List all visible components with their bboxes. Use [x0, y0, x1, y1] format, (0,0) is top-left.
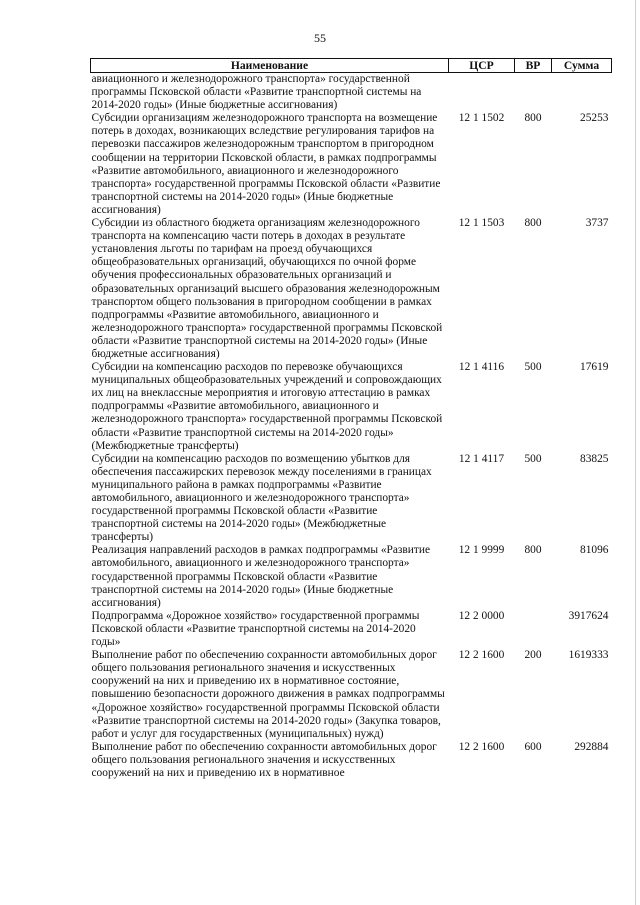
row-vr-cell: 800: [524, 217, 542, 230]
table-row: [91, 649, 612, 741]
row-name-cell: Подпрограмма «Дорожное хозяйство» государственной программы Псковской области «Развитие транспортной системы на 2014-2020 годы»: [91, 609, 420, 649]
budget-table-container: [90, 58, 611, 780]
row-vr-cell: 500: [524, 452, 542, 465]
row-sum-cell: 3917624: [568, 609, 609, 622]
row-name-cell: Выполнение работ по обеспечению сохранности автомобильных дорог общего пользования регионального значения и искусственных сооружений на них и приведению их в нормативное состояние, повышению безопасности дорожного движения в рамках подпрограммы «Дорожное хозяйство» государственной программы Псковской области «Развитие транспортной системы на 2014-2020 годы» (Закупка товаров, работ и услуг для государственных (муниципальных) нужд): [91, 649, 445, 740]
row-csr-cell: 12 1 1503: [458, 217, 505, 230]
table-row: [91, 73, 612, 113]
table-row: [91, 453, 612, 545]
header-sum: Сумма: [552, 59, 612, 73]
row-csr-cell: 12 2 1600: [458, 740, 505, 753]
row-csr-cell: 12 2 1600: [458, 649, 505, 662]
row-name-cell: Субсидии на компенсацию расходов по возмещению убытков для обеспечения пассажирских перевозок между поселениями в границах муниципального района в рамках подпрограммы «Развитие автомобильного, авиационного и железнодорожного транспорта» государственной программы Псковской области «Развитие транспортной системы на 2014-2020 годы» (Межбюджетные трансферты): [91, 452, 432, 544]
row-sum-cell: 3737: [585, 217, 609, 230]
row-vr-cell: 800: [524, 112, 542, 125]
row-csr-cell: 12 2 0000: [458, 609, 505, 622]
row-name-cell: Выполнение работ по обеспечению сохранности автомобильных дорог общего пользования регионального значения и искусственных сооружений на них и приведению их в нормативное: [91, 740, 437, 779]
table-row: [91, 217, 612, 361]
row-csr-cell: 12 1 1502: [458, 112, 505, 125]
row-name-cell: Субсидии на компенсацию расходов по перевозке обучающихся муниципальных общеобразовательных учреждений и сопровождающих их лиц на внеклассные мероприятия и итоговую аттестацию в рамках подпрограммы «Развитие автомобильного, авиационного и железнодорожного транспорта» государственной программы Псковской области «Развитие транспортной системы на 2014-2020 годы» (Межбюджетные трансферты): [91, 361, 443, 452]
row-sum-cell: 81096: [580, 544, 609, 557]
row-sum-cell: 17619: [580, 361, 609, 374]
row-vr-cell: [515, 610, 552, 649]
table-header-row: [91, 59, 612, 73]
page-number: 55: [314, 31, 326, 45]
row-name-cell: авиационного и железнодорожного транспорта» государственной программы Псковской области «Развитие транспортной системы на 2014-2020 годы» (Иные бюджетные ассигнования): [91, 73, 422, 112]
table-body: [91, 73, 612, 781]
scan-edge-line: [635, 0, 636, 905]
row-vr-cell: [515, 73, 552, 113]
table-row: [91, 112, 612, 217]
row-vr-cell: 600: [524, 740, 542, 753]
table-row: [91, 741, 612, 780]
row-sum-cell: 1619333: [568, 649, 609, 662]
table-row: [91, 610, 612, 649]
row-csr-cell: 12 1 4116: [458, 361, 505, 374]
header-csr: ЦСР: [449, 59, 515, 73]
budget-table: [90, 58, 612, 780]
header-vr: ВР: [515, 59, 552, 73]
row-csr-cell: 12 1 4117: [458, 452, 505, 465]
table-row: [91, 544, 612, 609]
row-sum-cell: 83825: [580, 452, 609, 465]
row-vr-cell: 800: [524, 544, 542, 557]
row-sum-cell: 292884: [574, 740, 609, 753]
row-vr-cell: 500: [524, 361, 542, 374]
row-name-cell: Субсидии организациям железнодорожного транспорта на возмещение потерь в доходах, возникающих вследствие регулирования тарифов на перевозки пассажиров железнодорожным транспортом в пригородном сообщении на территории Псковской области, в рамках подпрограммы «Развитие автомобильного, авиационного и железнодорожного транспорта» государственной программы Псковской области «Развитие транспортной системы на 2014-2020 годы» (Иные бюджетные ассигнования): [91, 112, 441, 216]
row-name-cell: Реализация направлений расходов в рамках подпрограммы «Развитие автомобильного, авиационного и железнодорожного транспорта» государственной программы Псковской области «Развитие транспортной системы на 2014-2020 годы» (Иные бюджетные ассигнования): [91, 544, 431, 609]
row-csr-cell: [449, 73, 515, 113]
row-name-cell: Субсидии из областного бюджета организациям железнодорожного транспорта на компенсацию части потерь в доходах в результате установления льготы по тарифам на проезд обучающихся общеобразовательных организаций, обучающихся по очной форме обучения профессиональных образовательных организаций и образовательных организаций высшего образования железнодорожным транспортом общего пользования в пригородном сообщении в рамках подпрограммы «Развитие автомобильного, авиационного и железнодорожного транспорта» государственной программы Псковской области «Развитие транспортной системы на 2014-2020 годы» (Иные бюджетные ассигнования): [91, 217, 443, 360]
row-sum-cell: [552, 73, 612, 113]
row-csr-cell: 12 1 9999: [458, 544, 505, 557]
row-vr-cell: 200: [524, 649, 542, 662]
row-sum-cell: 25253: [580, 112, 609, 125]
header-name: Наименование: [91, 59, 449, 73]
table-row: [91, 361, 612, 453]
